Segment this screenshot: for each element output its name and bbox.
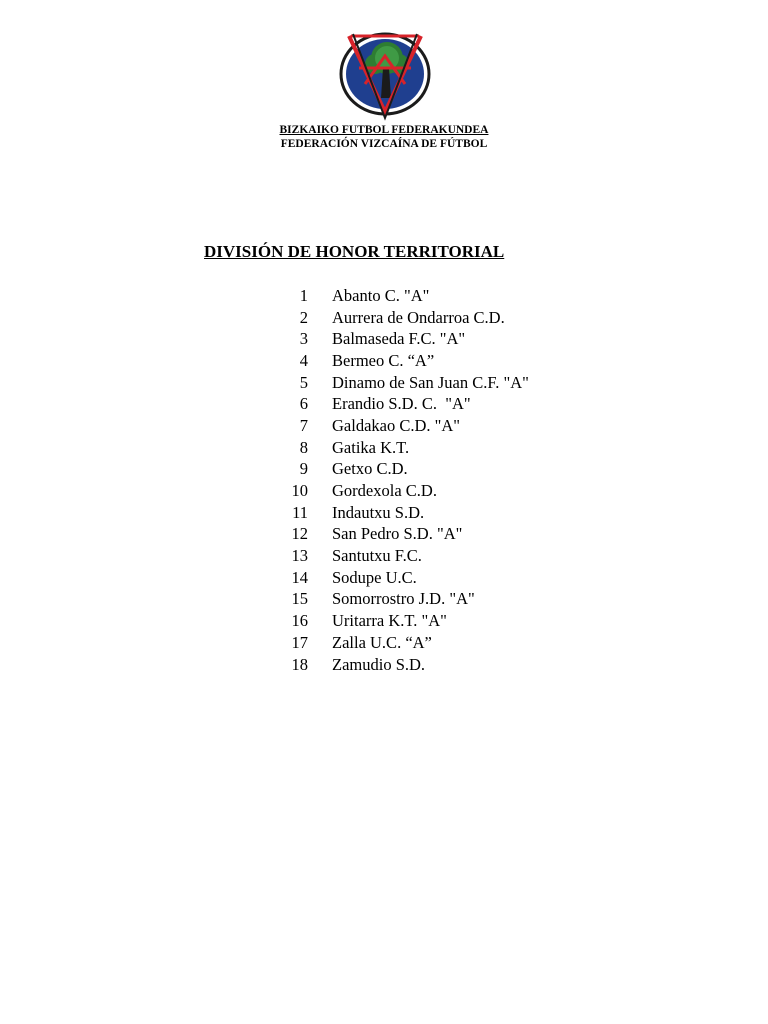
team-name: Santutxu F.C. [332, 546, 422, 566]
team-name: Gordexola C.D. [332, 481, 437, 501]
team-number: 18 [291, 654, 308, 674]
team-name: Dinamo de San Juan C.F. "A" [332, 372, 529, 392]
team-row [278, 437, 529, 459]
team-number: 8 [299, 437, 308, 457]
team-name: Aurrera de Ondarroa C.D. [332, 307, 505, 327]
org-name-basque: BIZKAIKO FUTBOL FEDERAKUNDEA [279, 124, 489, 136]
team-row [278, 415, 529, 437]
team-row [278, 502, 529, 524]
team-number: 11 [292, 502, 308, 522]
team-number: 10 [291, 481, 308, 501]
team-name: Balmaseda F.C. "A" [332, 329, 466, 349]
organization-name-block [268, 123, 500, 151]
team-number: 2 [299, 307, 308, 327]
team-name: Getxo C.D. [332, 459, 408, 479]
team-number: 13 [291, 546, 308, 566]
team-name: Somorrostro J.D. "A" [332, 589, 475, 609]
team-row [278, 654, 529, 676]
team-name: Sodupe U.C. [332, 567, 417, 587]
team-name: Erandio S.D. C. "A" [332, 394, 471, 414]
team-row [278, 567, 529, 589]
team-row [278, 524, 529, 546]
team-number: 14 [291, 567, 308, 587]
team-name: Galdakao C.D. "A" [332, 415, 461, 435]
org-name-spanish: FEDERACIÓN VIZCAÍNA DE FÚTBOL [280, 138, 488, 150]
team-name: San Pedro S.D. "A" [332, 524, 463, 544]
team-name: Uritarra K.T. "A" [332, 611, 447, 631]
team-list [278, 285, 529, 675]
team-number: 1 [299, 285, 308, 305]
team-row [278, 632, 529, 654]
team-row [278, 372, 529, 394]
team-row [278, 393, 529, 415]
team-row [278, 285, 529, 307]
team-number: 3 [299, 329, 308, 349]
team-row [278, 545, 529, 567]
team-name: Abanto C. "A" [332, 285, 430, 305]
team-row [278, 610, 529, 632]
team-number: 6 [299, 394, 308, 414]
team-row [278, 480, 529, 502]
division-title: DIVISIÓN DE HONOR TERRITORIAL [204, 242, 505, 261]
team-number: 17 [291, 632, 308, 652]
team-number: 12 [291, 524, 308, 544]
team-number: 16 [291, 611, 308, 631]
team-name: Indautxu S.D. [332, 502, 425, 522]
team-name: Gatika K.T. [332, 437, 410, 457]
team-row [278, 589, 529, 611]
team-number: 5 [299, 372, 308, 392]
team-number: 7 [299, 415, 308, 435]
team-number: 4 [299, 350, 308, 370]
team-row [278, 307, 529, 329]
team-name: Bermeo C. “A” [332, 350, 435, 370]
team-row [278, 459, 529, 481]
federation-crest-icon [337, 28, 433, 122]
team-name: Zamudio S.D. [332, 654, 426, 674]
team-number: 15 [291, 589, 308, 609]
team-row [278, 350, 529, 372]
team-name: Zalla U.C. “A” [332, 632, 432, 652]
team-row [278, 328, 529, 350]
team-number: 9 [299, 459, 308, 479]
